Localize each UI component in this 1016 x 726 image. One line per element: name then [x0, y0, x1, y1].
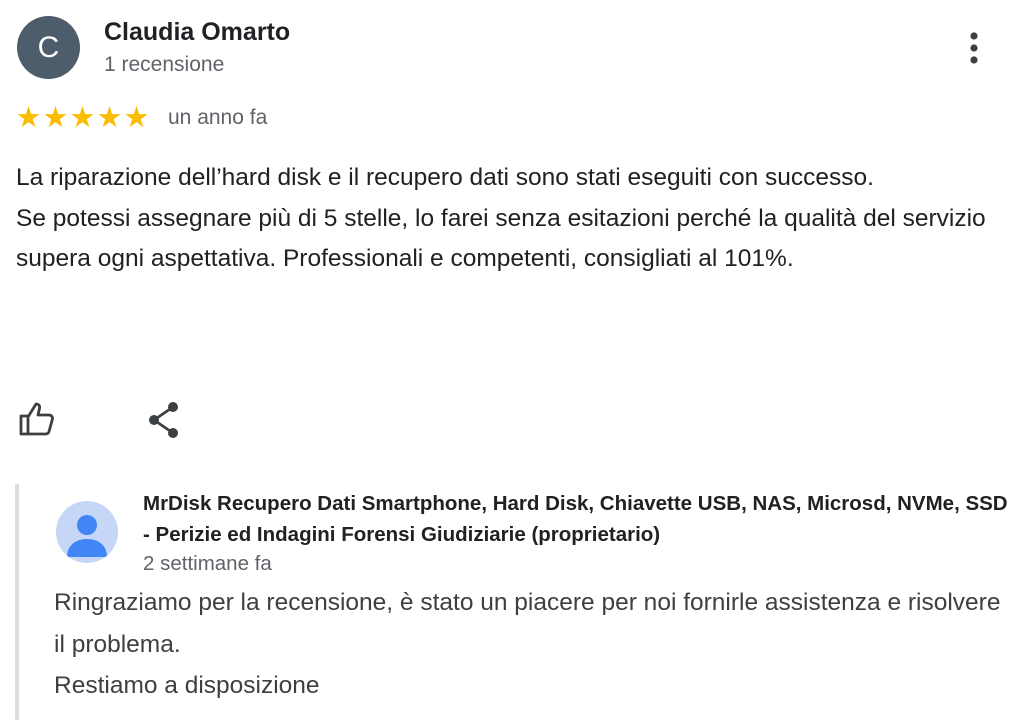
- star-rating: [15, 100, 150, 136]
- star-icon: ★: [42, 102, 69, 134]
- author-review-count[interactable]: 1 recensione: [104, 53, 225, 76]
- owner-avatar: [56, 501, 118, 563]
- star-icon: ★: [15, 102, 42, 134]
- star-icon: ★: [69, 102, 96, 134]
- author-name[interactable]: Claudia Omarto: [104, 18, 291, 46]
- star-icon: ★: [123, 102, 150, 134]
- star-icon: ★: [96, 102, 123, 134]
- reply-time: 2 settimane fa: [143, 552, 272, 575]
- more-vert-icon[interactable]: [963, 30, 985, 66]
- owner-name: MrDisk Recupero Dati Smartphone, Hard Disk, Chiavette USB, NAS, Microsd, NVMe, SSD - Perizie ed Indagini Forensi Giudiziarie (proprietario): [143, 492, 1008, 546]
- reply-paragraph: Restiamo a disposizione: [54, 672, 320, 699]
- review-text: [16, 158, 996, 280]
- reply-text: [54, 582, 1014, 707]
- review-paragraph: La riparazione dell’hard disk e il recupero dati sono stati eseguiti con successo.: [16, 164, 874, 191]
- review-time: un anno fa: [168, 106, 268, 129]
- owner-reply: [15, 484, 1009, 720]
- reply-paragraph: Ringraziamo per la recensione, è stato un piacere per noi fornirle assistenza e risolvere il problema.: [54, 589, 1001, 658]
- person-icon: [56, 501, 118, 563]
- review-paragraph: Se potessi assegnare più di 5 stelle, lo farei senza esitazioni perché la qualità del servizio supera ogni aspettativa. Professionali e competenti, consigliati al 101%.: [16, 204, 986, 272]
- thumb-up-icon[interactable]: [18, 400, 56, 438]
- author-avatar[interactable]: C: [17, 16, 80, 79]
- share-icon[interactable]: [145, 400, 183, 440]
